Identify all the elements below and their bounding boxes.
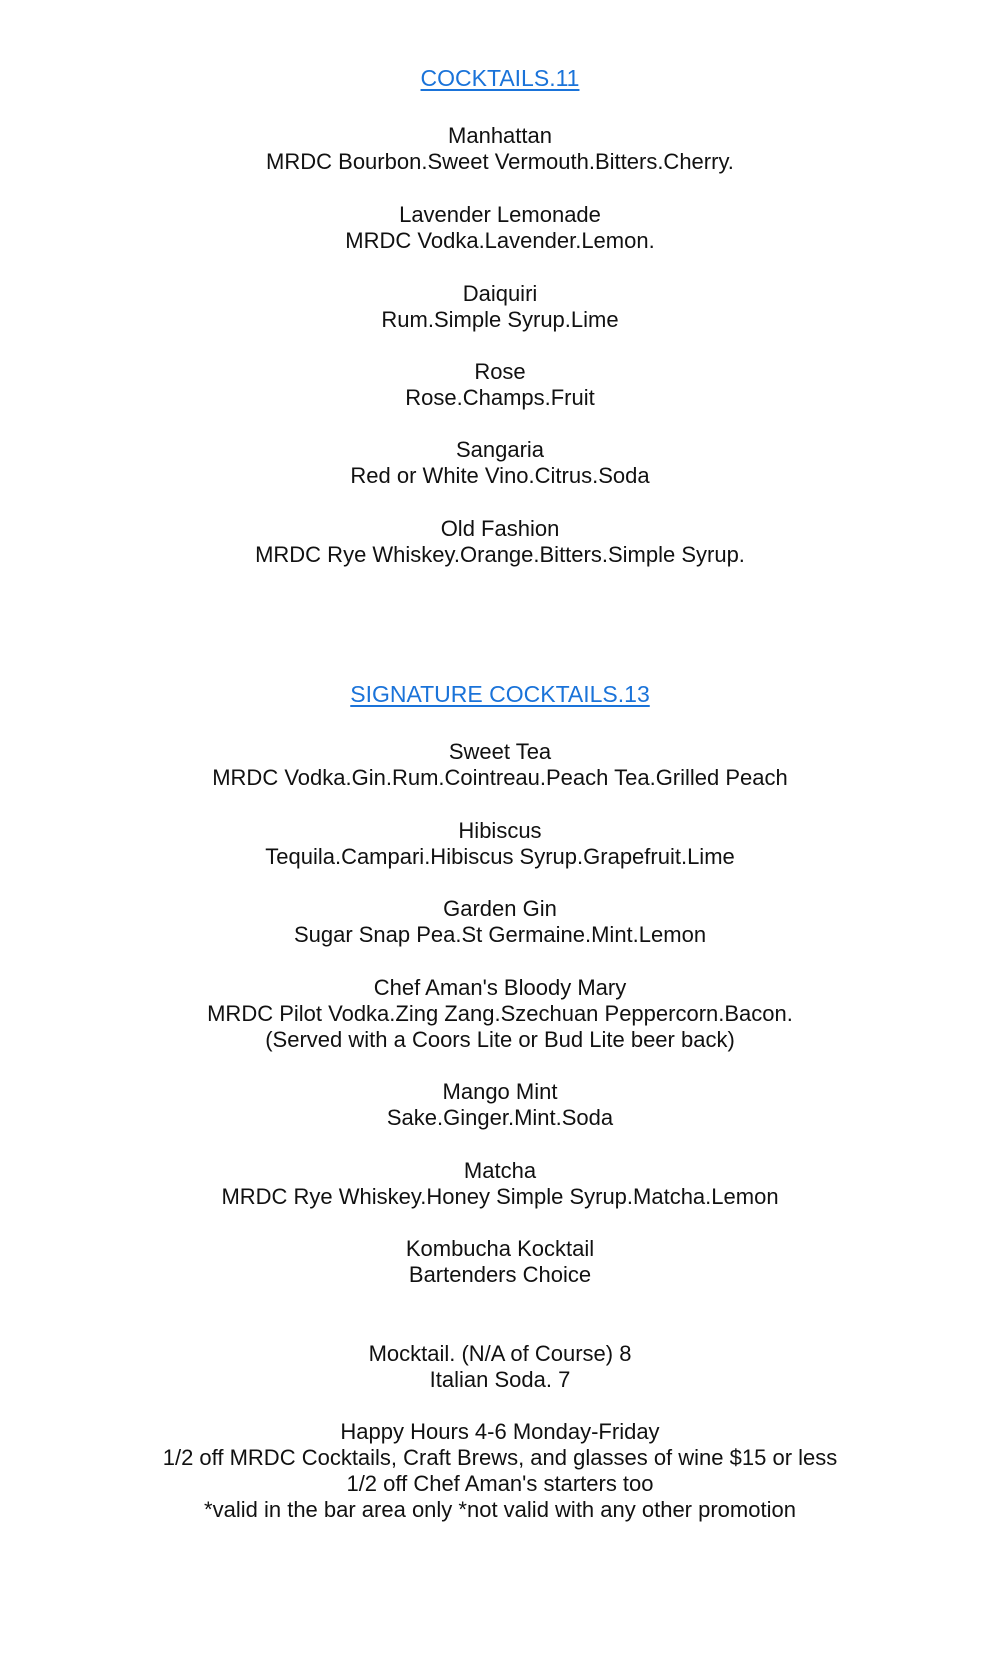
happy-hour-line-3: *valid in the bar area only *not valid with any other promotion bbox=[204, 1497, 796, 1522]
happy-hour-title: Happy Hours 4-6 Monday-Friday bbox=[340, 1419, 660, 1444]
signature-desc-kombucha: Bartenders Choice bbox=[408, 1262, 592, 1287]
cocktails-heading-link[interactable]: COCKTAILS.11 bbox=[420, 65, 580, 91]
italian-soda-line: Italian Soda. 7 bbox=[429, 1367, 571, 1392]
signature-desc-mango-mint: Sake.Ginger.Mint.Soda bbox=[386, 1105, 614, 1130]
cocktail-name-daiquiri: Daiquiri bbox=[462, 281, 538, 306]
signature-desc-bloody-mary: MRDC Pilot Vodka.Zing Zang.Szechuan Peppercorn.Bacon. bbox=[207, 1001, 793, 1026]
happy-hour-line-1: 1/2 off MRDC Cocktails, Craft Brews, and glasses of wine $15 or less bbox=[162, 1445, 838, 1470]
mocktail-line: Mocktail. (N/A of Course) 8 bbox=[368, 1341, 632, 1366]
signature-name-mango-mint: Mango Mint bbox=[442, 1079, 558, 1104]
signature-name-matcha: Matcha bbox=[463, 1158, 537, 1183]
signature-name-kombucha: Kombucha Kocktail bbox=[405, 1236, 595, 1261]
cocktail-desc-old-fashion: MRDC Rye Whiskey.Orange.Bitters.Simple Syrup. bbox=[255, 542, 745, 567]
signature-desc-hibiscus: Tequila.Campari.Hibiscus Syrup.Grapefruit.Lime bbox=[265, 844, 735, 869]
cocktail-name-manhattan: Manhattan bbox=[448, 123, 552, 148]
happy-hour-line-2: 1/2 off Chef Aman's starters too bbox=[346, 1471, 654, 1496]
signature-name-sweet-tea: Sweet Tea bbox=[448, 739, 552, 764]
signature-cocktails-heading-link[interactable]: SIGNATURE COCKTAILS.13 bbox=[350, 681, 650, 707]
cocktail-name-old-fashion: Old Fashion bbox=[440, 516, 560, 541]
signature-desc-garden-gin: Sugar Snap Pea.St Germaine.Mint.Lemon bbox=[293, 922, 707, 947]
cocktail-desc-sangaria: Red or White Vino.Citrus.Soda bbox=[350, 463, 650, 488]
cocktail-desc-rose: Rose.Champs.Fruit bbox=[405, 385, 595, 410]
cocktail-name-sangaria: Sangaria bbox=[455, 437, 545, 462]
cocktail-desc-daiquiri: Rum.Simple Syrup.Lime bbox=[381, 307, 619, 332]
signature-name-garden-gin: Garden Gin bbox=[443, 896, 557, 921]
cocktail-name-lavender-lemonade: Lavender Lemonade bbox=[399, 202, 601, 227]
signature-name-hibiscus: Hibiscus bbox=[458, 818, 542, 843]
signature-desc-sweet-tea: MRDC Vodka.Gin.Rum.Cointreau.Peach Tea.Grilled Peach bbox=[212, 765, 788, 790]
cocktail-name-rose: Rose bbox=[474, 359, 526, 384]
signature-note-bloody-mary: (Served with a Coors Lite or Bud Lite beer back) bbox=[265, 1027, 735, 1052]
signature-desc-matcha: MRDC Rye Whiskey.Honey Simple Syrup.Matcha.Lemon bbox=[221, 1184, 779, 1209]
signature-name-bloody-mary: Chef Aman's Bloody Mary bbox=[373, 975, 627, 1000]
cocktail-desc-manhattan: MRDC Bourbon.Sweet Vermouth.Bitters.Cherry. bbox=[266, 149, 734, 174]
cocktail-desc-lavender-lemonade: MRDC Vodka.Lavender.Lemon. bbox=[345, 228, 655, 253]
